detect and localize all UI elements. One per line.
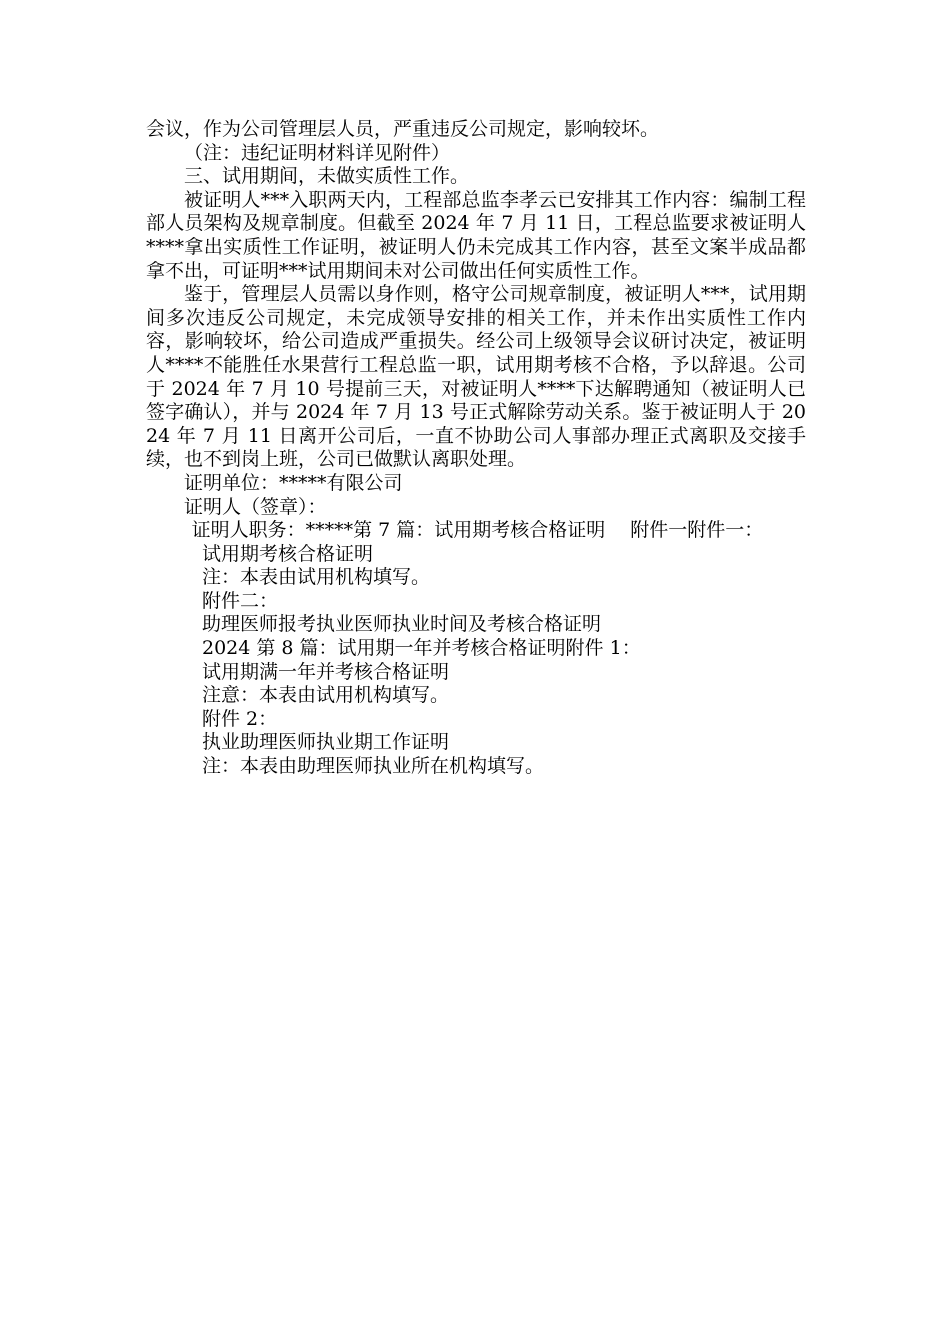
paragraph-section-three-body: 被证明人***入职两天内，工程部总监李孝云已安排其工作内容：编制工程部人员架构及规章制度。但截至 2024 年 7 月 11 日，工程总监要求被证明人****拿出实质性工作证明，被证明人仍未完成其工作内容，甚至文案半成品都拿不出，可证明***试用期间未对公司做出任何实质性工作。 (146, 188, 806, 282)
paragraph-certifier-signature: 证明人（签章）： (184, 495, 327, 518)
attachment-line: 试用期满一年并考核合格证明 (202, 660, 450, 683)
attachment-line: 附件二： (202, 589, 279, 612)
attachment-line: 注：本表由试用机构填写。 (202, 566, 431, 589)
paragraph-section-three-heading: 三、试用期间，未做实质性工作。 (184, 165, 470, 188)
attachment-line: 注意：本表由试用机构填写。 (202, 684, 450, 707)
document-page (146, 118, 806, 779)
attachment-line: 试用期考核合格证明 (202, 542, 374, 565)
attachment-line: 助理医师报考执业医师执业时间及考核合格证明 (202, 613, 602, 636)
paragraph-note-attachment: （注：违纪证明材料详见附件） (184, 141, 451, 164)
attachment-line: 注：本表由助理医师执业所在机构填写。 (202, 755, 545, 778)
paragraph-meeting-violation: 会议，作为公司管理层人员，严重违反公司规定，影响较坏。 (146, 118, 660, 140)
attachment-list (146, 543, 806, 779)
attachment-line: 执业助理医师执业期工作证明 (202, 731, 450, 754)
attachment-line: 2024 第 8 篇：试用期一年并考核合格证明附件 1： (202, 637, 641, 660)
paragraph-certifier-position: 证明人职务：*****第 7 篇：试用期考核合格证明 附件一附件一： (191, 519, 764, 542)
paragraph-conclusion: 鉴于，管理层人员需以身作则，格守公司规章制度，被证明人***，试用期间多次违反公司规定，未完成领导安排的相关工作，并未作出实质性工作内容，影响较坏，给公司造成严重损失。经公司上级领导会议研讨决定，被证明人****不能胜任水果营行工程总监一职，试用期考核不合格，予以辞退。公司于 2024 年 7 月 10 号提前三天，对被证明人****下达解聘通知（被证明人已签字确认），并与 2024 年 7 月 13 号正式解除劳动关系。鉴于被证明人于 2024 年 7 月 11 日离开公司后，一直不协助公司人事部办理正式离职及交接手续，也不到岗上班，公司已做默认离职处理。 (146, 283, 806, 471)
attachment-line: 附件 2： (202, 707, 278, 730)
paragraph-certifying-unit: 证明单位：*****有限公司 (184, 471, 403, 494)
